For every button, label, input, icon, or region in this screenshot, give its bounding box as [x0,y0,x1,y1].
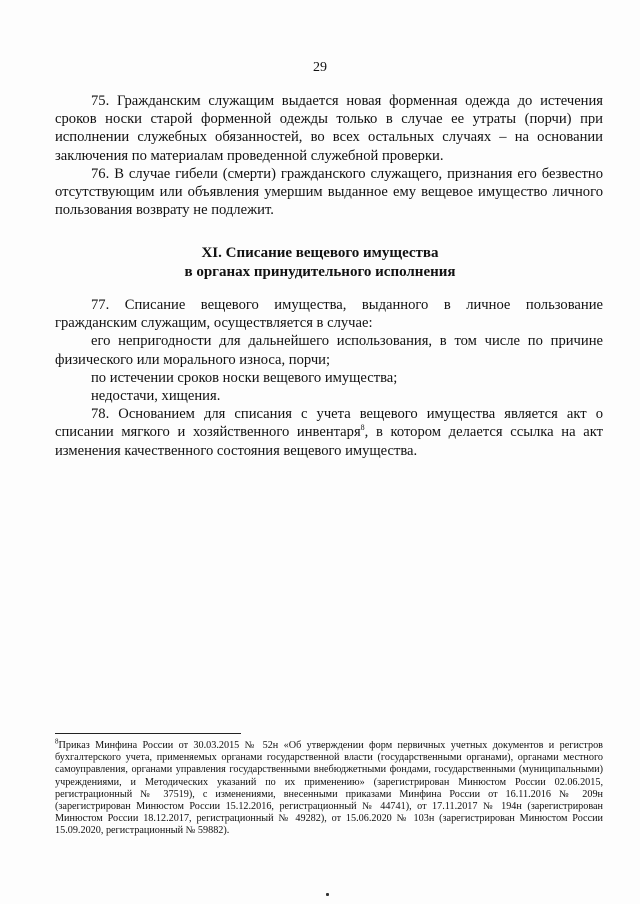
footnote [55,737,603,838]
body-text-top [55,92,603,219]
list-item: его непригодности для дальнейшего использования, в том числе по причине физического или морального износа, порчи; [55,333,603,368]
paragraph-78-text-after: , в котором делается ссылка на акт изменения качественного состояния вещевого имущества. [55,424,603,459]
section-heading-line1: XI. Списание вещевого имущества [201,245,439,261]
paragraph-78 [55,405,603,460]
paragraph-78-text-before: 78. Основанием для списания с учета вещевого имущества является акт о списании мягкого и хозяйственного инвентаря [55,406,603,441]
page-number: 29 [313,60,327,75]
paragraph-77: 77. Списание вещевого имущества, выданного в личное пользование гражданским служащим, осуществляется в случае: [55,297,603,332]
paragraph-75: 75. Гражданским служащим выдается новая форменная одежда до истечения сроков носки старой форменной одежды только в случае ее утраты (порчи) при исполнении служебных обязанностей, во всех остальных случаях – на основании заключения по материалам проведенной служебной проверки. [55,93,603,164]
section-heading [0,244,640,282]
list-item: недостачи, хищения. [91,388,221,405]
footnote-text: Приказ Минфина России от 30.03.2015 № 52н «Об утверждении форм первичных учетных документов и регистров бухгалтерского учета, применяемых органами государственной власти (государственными органами), органами местного самоуправления, органами управления государственными внебюджетными фондами, государственными (муниципальными) учреждениями, и Методических указаний по их применению» (зарегистрирован Минюстом России 02.06.2015, регистрационный № 37519), с изменениями, внесенными приказами Минфина России от 16.11.2016 № 209н (зарегистрирован Минюстом России 15.12.2016, регистрационный № 44741), от 17.11.2017 № 194н (зарегистрирован Минюстом России 18.12.2017, регистрационный № 49282), от 15.06.2020 № 103н (зарегистрирован Минюстом России 15.09.2020, регистрационный № 59882). [55,740,603,837]
footnote-divider [55,733,241,734]
paragraph-76: 76. В случае гибели (смерти) гражданского служащего, признания его безвестно отсутствующим или объявления умершим выданное ему вещевое имущество личного пользования возврату не подлежит. [55,165,603,219]
body-text-section [55,296,603,460]
footnote-reference[interactable]: 8 [360,423,365,433]
footnote-marker: 8 [55,737,59,746]
list-item: по истечении сроков носки вещевого имущества; [91,369,398,386]
scan-artifact [326,893,329,896]
section-heading-line2: в органах принудительного исполнения [184,264,456,280]
